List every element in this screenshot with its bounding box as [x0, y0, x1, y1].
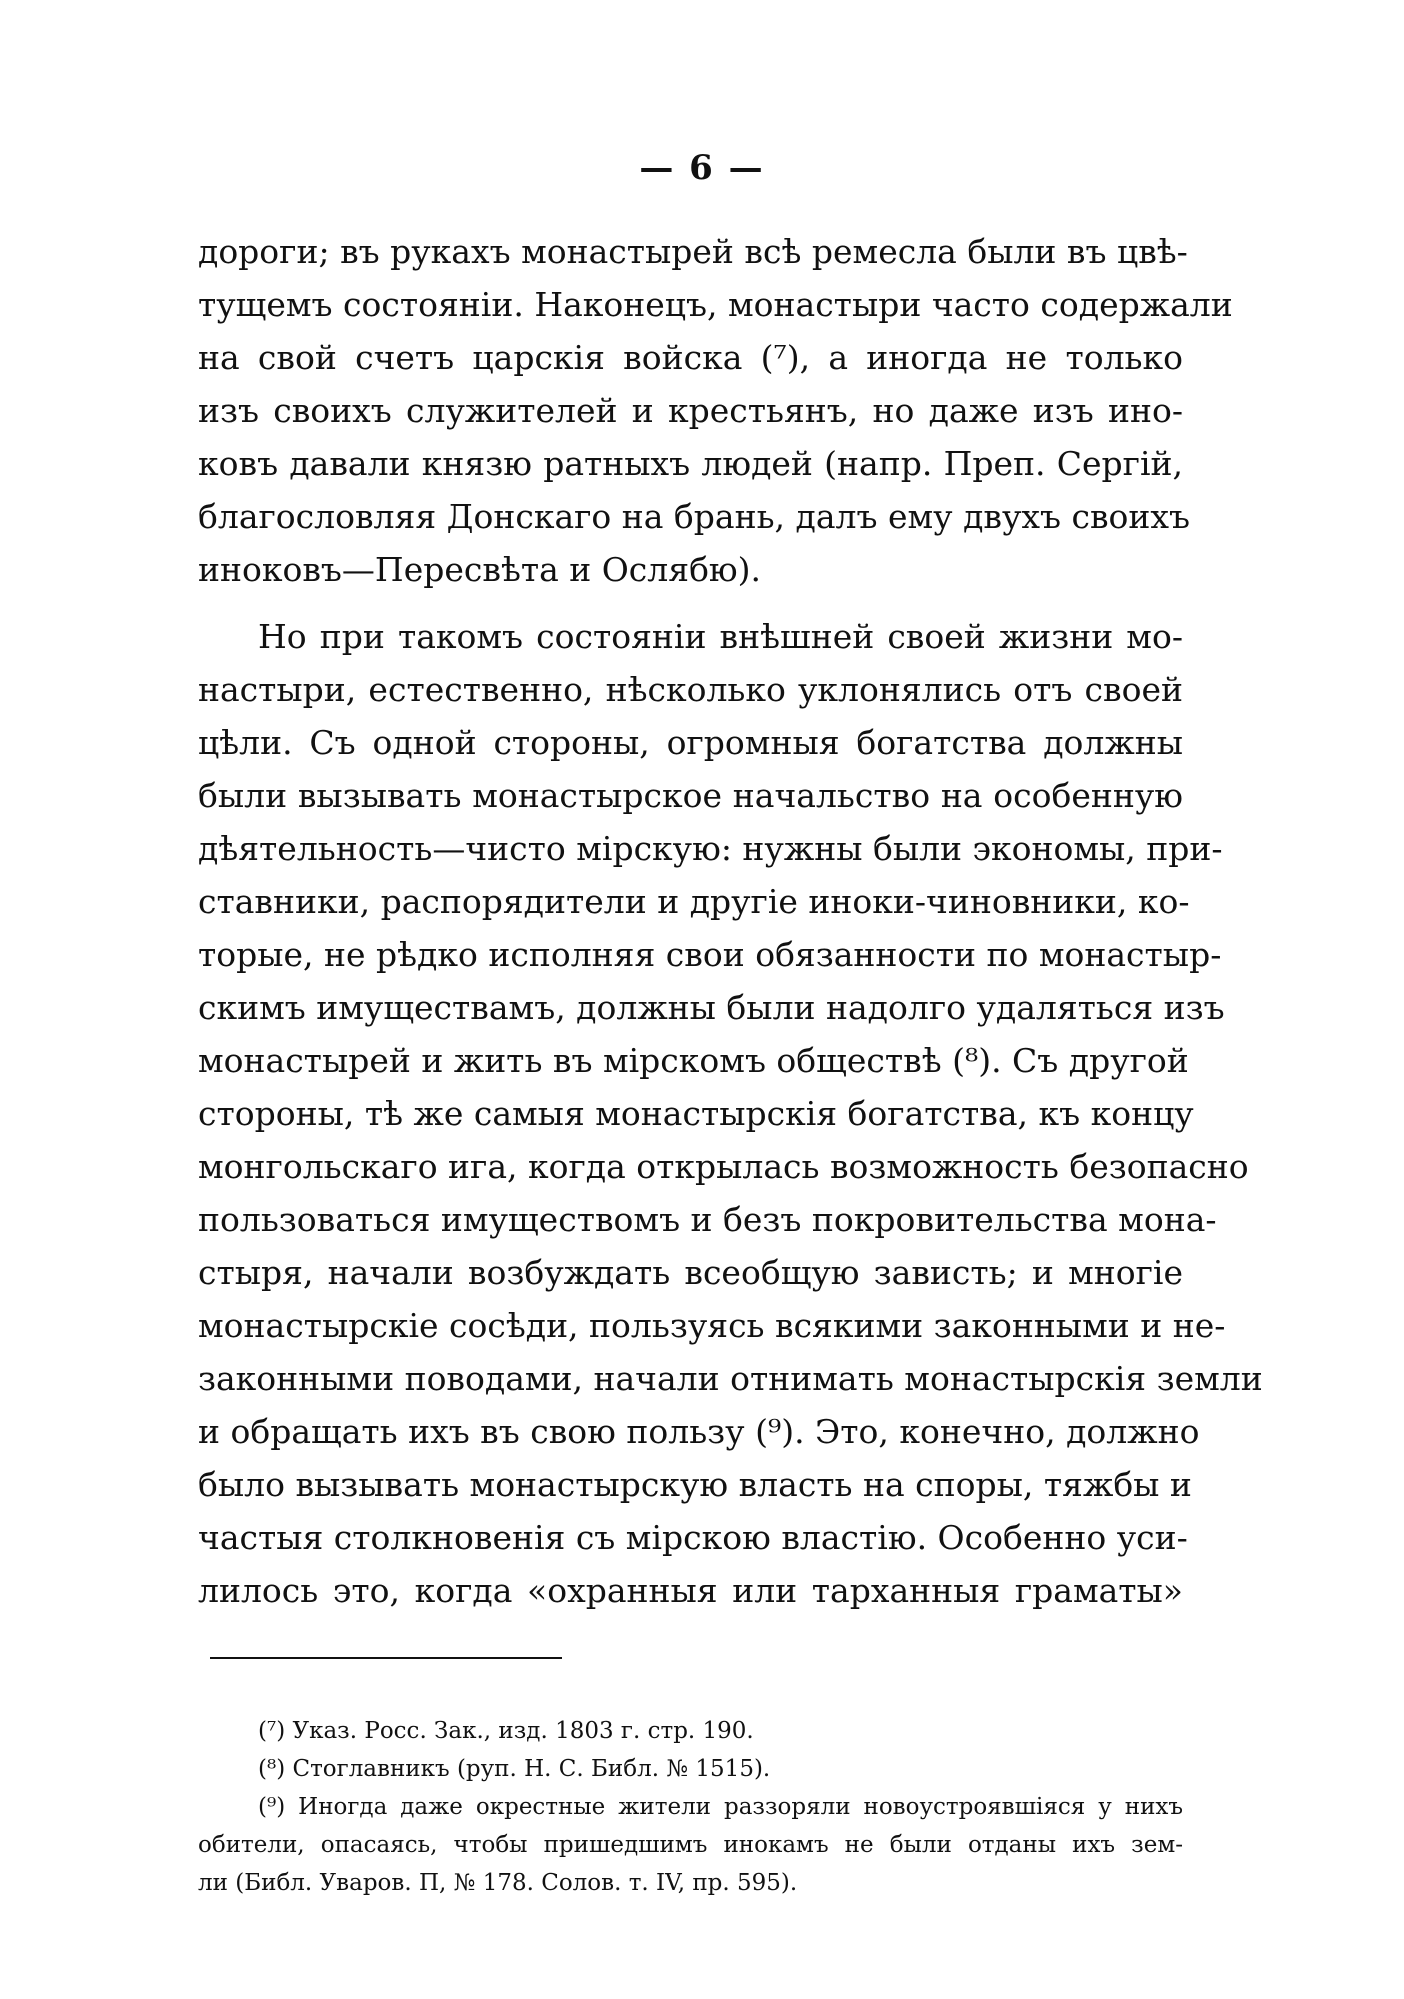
text-line: скимъ имуществамъ, должны были надолго удаляться изъ: [198, 988, 1225, 1027]
text-line: ставники, распорядители и другiе иноки-чиновники, ко-: [198, 882, 1190, 921]
footnote-separator: [210, 1657, 562, 1659]
text-line: монастырскiе сосѣди, пользуясь всякими законными и не-: [198, 1306, 1226, 1345]
text-line: были вызывать монастырское начальство на особенную: [198, 776, 1183, 815]
text-line: лилось это, когда «охранныя или тарханныя граматы»: [198, 1571, 1183, 1610]
text-line: монгольскаго ига, когда открылась возможность безопасно: [198, 1147, 1249, 1186]
text-line: Но при такомъ состоянiи внѣшней своей жизни мо-: [258, 617, 1183, 656]
footnote-7: (⁷) Указ. Росс. Зак., изд. 1803 г. стр. 190.: [258, 1718, 754, 1744]
footnote-9-continued: обители, опасаясь, чтобы пришедшимъ инокамъ не были отданы ихъ зем-: [198, 1832, 1183, 1858]
text-line: стыря, начали возбуждать всеобщую зависть; и многiе: [198, 1253, 1183, 1292]
text-line: и обращать ихъ въ свою пользу (⁹). Это, конечно, должно: [198, 1412, 1200, 1451]
text-line: дороги; въ рукахъ монастырей всѣ ремесла были въ цвѣ-: [198, 232, 1188, 271]
text-line: пользоваться имуществомъ и безъ покровительства мона-: [198, 1200, 1217, 1239]
text-line: благословляя Донскаго на брань, далъ ему двухъ своихъ: [198, 497, 1191, 536]
text-line: изъ своихъ служителей и крестьянъ, но даже изъ ино-: [198, 391, 1183, 430]
main-text: [198, 225, 1263, 1617]
text-line: законными поводами, начали отнимать монастырскiя земли: [198, 1359, 1263, 1398]
text-line: цѣли. Съ одной стороны, огромныя богатства должны: [198, 723, 1183, 762]
text-line: было вызывать монастырскую власть на споры, тяжбы и: [198, 1465, 1192, 1504]
text-line: ковъ давали князю ратныхъ людей (напр. Преп. Сергiй,: [198, 444, 1183, 483]
page-number: — 6 —: [639, 148, 765, 188]
text-line: иноковъ—Пересвѣта и Ослябю).: [198, 550, 762, 589]
paragraph-1: [198, 225, 1233, 596]
paragraph-2: [198, 610, 1263, 1617]
text-line: настыри, естественно, нѣсколько уклонялись отъ своей: [198, 670, 1183, 709]
footnote-8: (⁸) Стоглавникъ (руп. Н. С. Библ. № 1515).: [258, 1756, 771, 1782]
footnote-9: (⁹) Иногда даже окрестные жители раззоряли новоустроявшiяся у нихъ: [258, 1794, 1183, 1820]
text-line: частыя столкновенiя съ мiрскою властiю. Особенно уси-: [198, 1518, 1188, 1557]
text-line: стороны, тѣ же самыя монастырскiя богатства, къ концу: [198, 1094, 1194, 1133]
footnotes: [198, 1712, 1183, 1902]
text-line: на свой счетъ царскiя войска (⁷), а иногда не только: [198, 338, 1183, 377]
text-line: дѣятельность—чисто мiрскую: нужны были экономы, при-: [198, 829, 1223, 868]
footnote-9-continued: ли (Библ. Уваров. П, № 178. Солов. т. IV, пр. 595).: [198, 1870, 798, 1896]
text-line: монастырей и жить въ мiрскомъ обществѣ (⁸). Съ другой: [198, 1041, 1189, 1080]
text-line: торые, не рѣдко исполняя свои обязанности по монастыр-: [198, 935, 1222, 974]
text-line: тущемъ состоянiи. Наконецъ, монастыри часто содержали: [198, 285, 1233, 324]
